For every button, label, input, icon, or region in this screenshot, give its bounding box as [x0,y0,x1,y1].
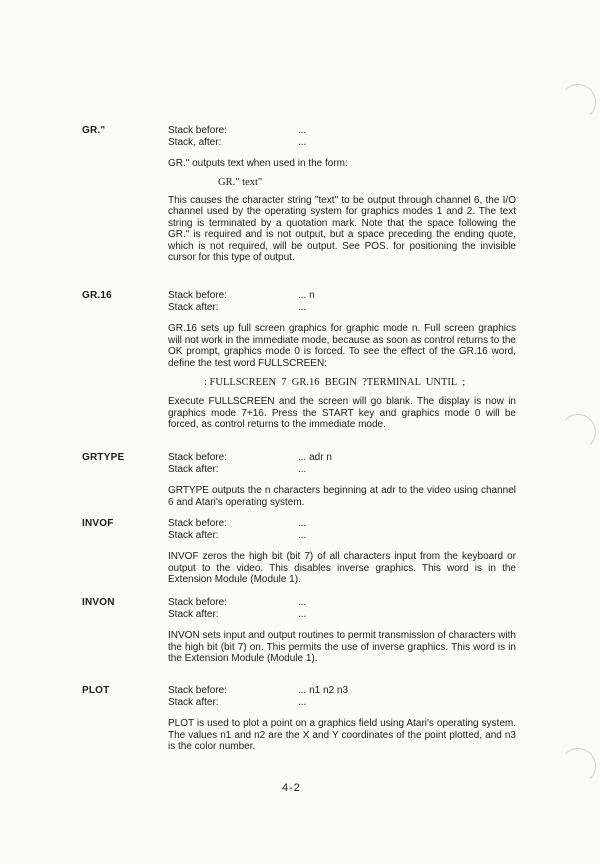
stack-before-value: ... [298,518,307,529]
description-paragraph: PLOT is used to plot a point on a graphics field using Atari's operating system. The values n1 and n2 are the X and Y coordinates of the point plotted, and n3 is the color number. [168,718,516,752]
stack-effect [168,125,516,149]
stack-before-label: Stack before: [168,290,227,301]
stack-after-value: ... [298,137,307,148]
stack-before-label: Stack before: [168,518,227,529]
description-paragraph: INVOF zeros the high bit (bit 7) of all characters input from the keyboard or output to the video. This disables inverse graphics. This word is in the Extension Module (Module 1). [168,551,516,585]
stack-before-row [168,685,516,697]
stack-before-value: ... [298,125,307,136]
stack-after-label: Stack after: [168,302,219,313]
stack-after-row [168,464,516,476]
stack-after-label: Stack after: [168,609,219,620]
punch-hole-middle [560,414,596,450]
description-paragraph: GRTYPE outputs the n characters beginning at adr to the video using channel 6 and Atari's operating system. [168,485,516,508]
entry-word: GR." [82,125,106,136]
stack-before-row [168,290,516,302]
stack-after-label: Stack, after: [168,137,222,148]
stack-before-label: Stack before: [168,452,227,463]
stack-before-row [168,452,516,464]
stack-after-row [168,530,516,542]
stack-after-label: Stack after: [168,530,219,541]
stack-before-value: ... [298,597,307,608]
entry-content [168,125,516,264]
description-paragraph: GR." outputs text when used in the form: [168,158,348,169]
stack-after-row [168,697,516,709]
description-paragraph-2: This causes the character string "text" to be output through channel 6, the I/O channel used by the operating system for graphics modes 1 and 2. The text string is terminated by a quotation mark. Note that the space following the GR." is required and is not output, but a space preceding the ending quote, which is not required, will be output. See POS. for positioning the invisible cursor for this type of output. [168,194,516,263]
stack-effect [168,518,516,542]
stack-after-value: ... [298,697,307,708]
stack-before-label: Stack before: [168,685,227,696]
entry-content [168,518,516,586]
stack-after-value: ... [298,609,307,620]
entry-word: INVON [82,597,115,608]
stack-before-value: ... n [298,290,315,301]
stack-before-value: ... n1 n2 n3 [298,685,349,696]
entry-content [168,597,516,665]
entry-word: GR.16 [82,290,112,301]
code-example: : FULLSCREEN 7 GR.16 BEGIN ?TERMINAL UNTIL ; [204,377,466,388]
stack-after-row [168,609,516,621]
stack-after-label: Stack after: [168,697,219,708]
stack-after-row [168,137,516,149]
description-paragraph: INVON sets input and output routines to permit transmission of characters with the high bit (bit 7) on. This permits the use of inverse graphics. This word is in the Extension Module (Module 1). [168,630,516,664]
stack-before-row [168,518,516,530]
stack-before-value: ... adr n [298,452,332,463]
punch-hole-top [560,84,596,120]
stack-before-row [168,125,516,137]
stack-after-value: ... [298,464,307,475]
stack-after-row [168,302,516,314]
stack-effect [168,597,516,621]
stack-after-label: Stack after: [168,464,219,475]
entry-word: PLOT [82,685,110,696]
entry-content [168,685,516,753]
code-example: GR." text" [218,176,263,188]
stack-after-value: ... [298,530,307,541]
entry-word: INVOF [82,518,114,529]
stack-effect [168,685,516,709]
stack-effect [168,452,516,476]
entry-content [168,290,516,431]
stack-before-label: Stack before: [168,125,227,136]
stack-after-value: ... [298,302,307,313]
stack-before-label: Stack before: [168,597,227,608]
entry-word: GRTYPE [82,452,125,463]
stack-effect [168,290,516,314]
page-number: 4-2 [282,782,301,794]
stack-before-row [168,597,516,609]
punch-hole-bottom [560,748,596,784]
entry-content [168,452,516,508]
description-paragraph-2: Execute FULLSCREEN and the screen will go blank. The display is now in graphics mode 7+16. Press the START key and graphics mode 0 will be forced, as control returns to the immediate mode. [168,396,516,430]
description-paragraph: GR.16 sets up full screen graphics for graphic mode n. Full screen graphics will not work in the immediate mode, because as soon as control returns to the OK prompt, graphics mode 0 is forced. To see the effect of the GR.16 word, define the test word FULLSCREEN: [168,323,516,369]
